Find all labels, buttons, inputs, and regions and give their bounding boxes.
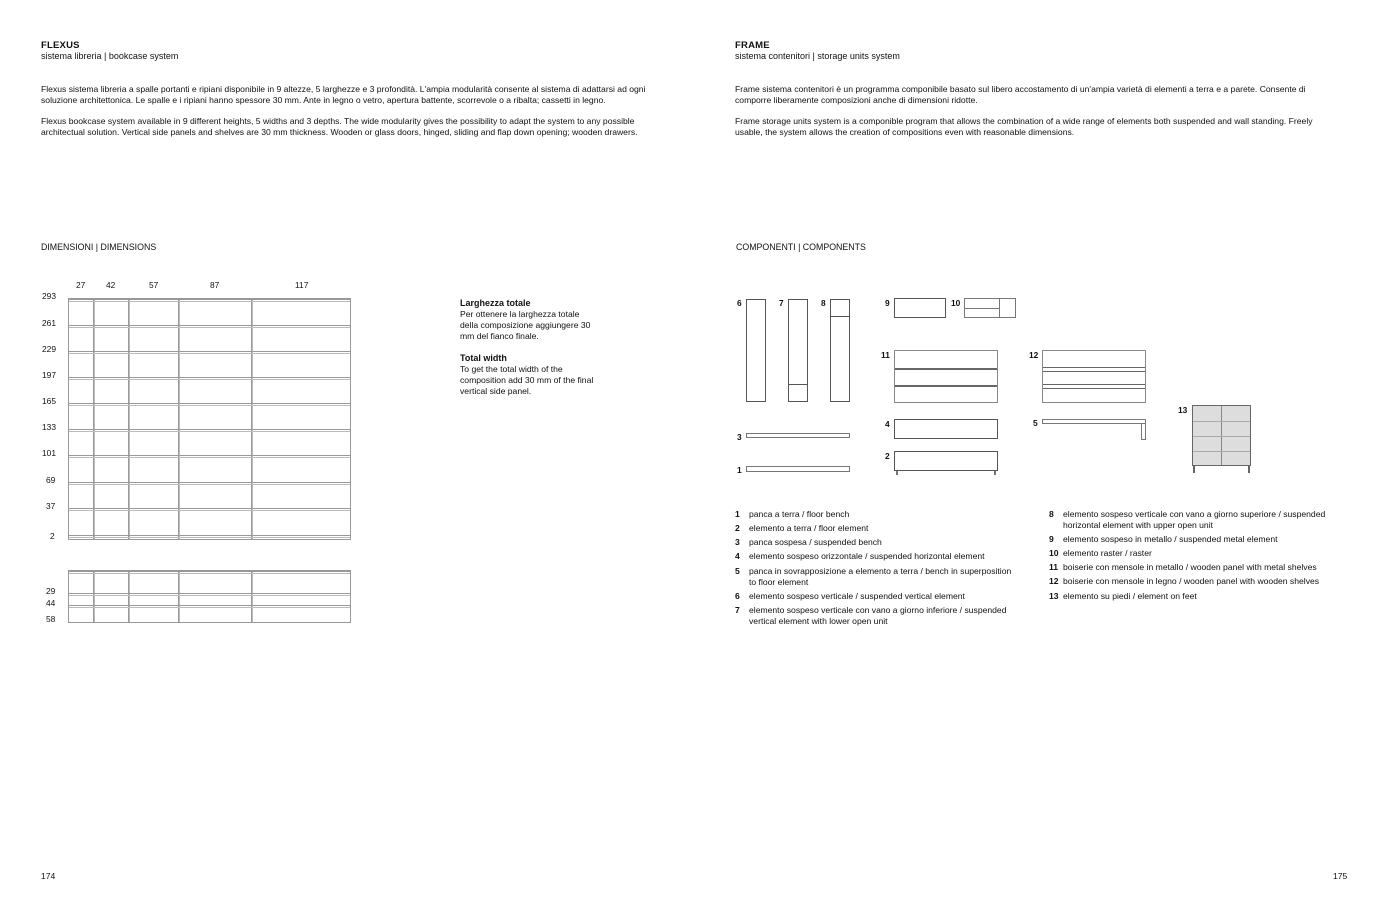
component-1-drawing <box>746 466 850 472</box>
component-label: 6 <box>737 298 742 308</box>
component-5-drawing <box>1042 419 1146 424</box>
height-label: 2 <box>50 531 55 541</box>
component-label: 12 <box>1029 350 1039 360</box>
width-label: 42 <box>106 280 116 290</box>
height-label: 197 <box>42 370 56 380</box>
component-label: 2 <box>885 451 890 461</box>
page-number-left: 174 <box>41 871 56 881</box>
component-2-foot <box>994 471 996 475</box>
component-5-support-drawing <box>1141 423 1146 440</box>
depth-label: 29 <box>46 586 56 596</box>
component-label: 7 <box>779 298 784 308</box>
legend-item: 5 panca in sovrapposizione a elemento a terra / bench in superposition to floor element <box>735 566 1012 587</box>
component-4-drawing <box>894 419 998 439</box>
legend-item: 7 elemento sospeso verticale con vano a giorno inferiore / suspended vertical element with lower open unit <box>735 605 1007 626</box>
depth-label: 44 <box>46 598 56 608</box>
right-title: FRAME <box>735 40 770 51</box>
component-label: 3 <box>737 432 742 442</box>
component-2-drawing <box>894 451 998 471</box>
component-3-drawing <box>746 433 850 438</box>
component-label: 9 <box>885 298 890 308</box>
height-label: 37 <box>46 501 56 511</box>
height-label: 165 <box>42 396 56 406</box>
plan-grid <box>68 570 351 623</box>
width-label: 27 <box>76 280 86 290</box>
component-label: 13 <box>1178 405 1188 415</box>
dimensions-heading: DIMENSIONI | DIMENSIONS <box>41 242 157 252</box>
component-label: 11 <box>881 350 890 360</box>
component-7-drawing <box>788 299 808 402</box>
width-label: 117 <box>295 280 309 290</box>
components-heading: COMPONENTI | COMPONENTS <box>736 242 866 252</box>
total-width-en-text: To get the total width of the composition add 30 mm of the final vertical side panel. <box>460 364 594 396</box>
total-width-it-title: Larghezza totale <box>460 298 531 308</box>
component-13-foot <box>1248 466 1250 473</box>
left-paragraph-it: Flexus sistema libreria a spalle portanti e ripiani disponibile in 9 altezze, 5 larghezze e 3 profondità. L'ampia modularità consente al sistema di adattarsi ad ogni soluzione architettonica. Le spalle e i ripiani hanno spessore 30 mm. Ante in legno o vetro, apertura battente, scorrevole o a ribalta; cassetti in legno. <box>41 84 646 105</box>
left-paragraph-en: Flexus bookcase system available in 9 different heights, 5 widths and 3 depths. The wide modularity gives the possibility to adapt the system to any possible architectual solution. Vertical side panels and shelves are 30 mm thickness. Wooden or glass doors, hinged, sliding and flap down opening; wooden drawers. <box>41 116 638 137</box>
component-9-drawing <box>894 298 946 318</box>
legend-item: 8 elemento sospeso verticale con vano a giorno superiore / suspended horizontal element with upper open unit <box>1049 509 1326 530</box>
height-label: 229 <box>42 344 56 354</box>
component-13-foot <box>1193 466 1195 473</box>
height-label: 69 <box>46 475 56 485</box>
component-2-foot <box>896 471 898 475</box>
height-label: 133 <box>42 422 56 432</box>
total-width-en-title: Total width <box>460 353 507 363</box>
component-label: 1 <box>737 465 742 475</box>
right-subtitle: sistema contenitori | storage units system <box>735 51 900 61</box>
component-label: 8 <box>821 298 826 308</box>
total-width-it-text: Per ottenere la larghezza totale della composizione aggiungere 30 mm del fianco finale. <box>460 309 591 341</box>
component-10-drawing <box>964 298 1016 318</box>
right-paragraph-en: Frame storage units system is a componible program that allows the combination of a wide range of elements both suspended and wall standing. Freely usable, the system allows the creation of compositions even with reasonable dimensions. <box>735 116 1313 137</box>
component-13-drawing <box>1192 405 1251 466</box>
height-label: 293 <box>42 291 56 301</box>
component-label: 4 <box>885 419 890 429</box>
width-label: 57 <box>149 280 159 290</box>
height-label: 261 <box>42 318 56 328</box>
width-label: 87 <box>210 280 220 290</box>
left-subtitle: sistema libreria | bookcase system <box>41 51 179 61</box>
page-number-right: 175 <box>1333 871 1348 881</box>
left-title: FLEXUS <box>41 40 80 51</box>
component-label: 5 <box>1033 418 1038 428</box>
right-paragraph-it: Frame sistema contenitori è un programma componibile basato sul libero accostamento di un'ampia varietà di elementi a terra e a parete. Consente di comporre liberamente composizioni anche di dimensioni ridotte. <box>735 84 1306 105</box>
height-label: 101 <box>42 448 56 458</box>
component-8-drawing <box>830 299 850 402</box>
component-12-drawing <box>1042 350 1146 403</box>
elevation-grid <box>68 298 351 540</box>
component-6-drawing <box>746 299 766 402</box>
depth-label: 58 <box>46 614 56 624</box>
component-11-drawing <box>894 350 998 403</box>
component-label: 10 <box>951 298 961 308</box>
